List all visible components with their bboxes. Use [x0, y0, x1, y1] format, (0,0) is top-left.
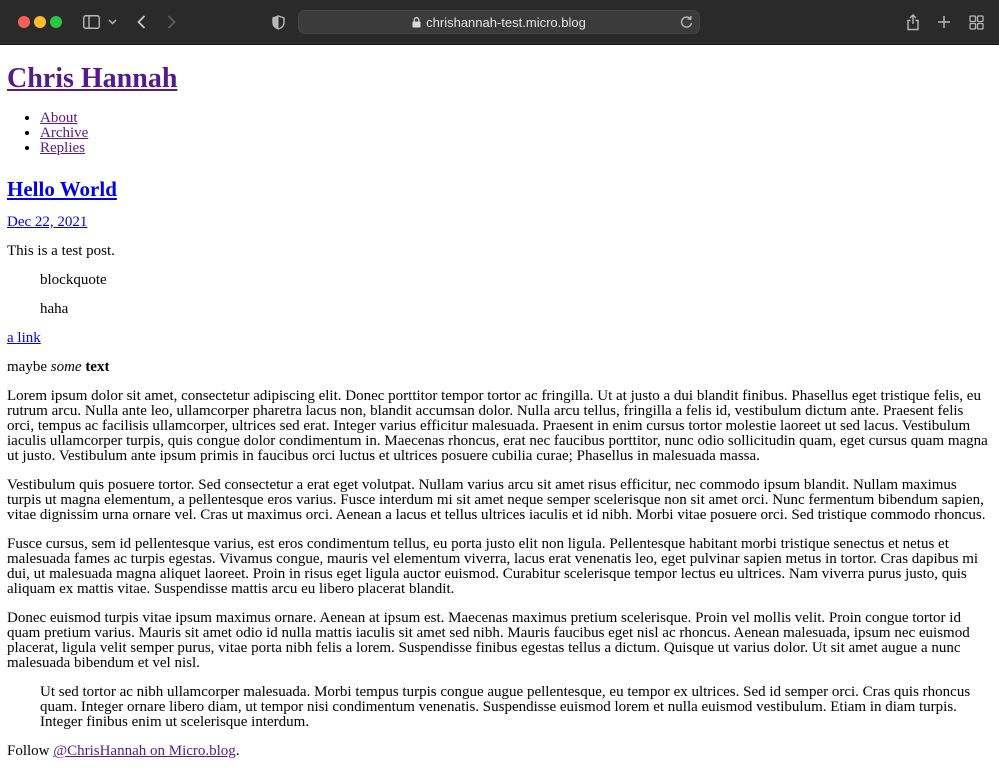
link-paragraph [7, 331, 992, 346]
body-paragraph: Donec euismod turpis vitae ipsum maximus ornare. Aenean at ipsum est. Maecenas maximus pretium scelerisque. Proin vel mollis velit. Proin congue tortor id quam pretium varius. Mauris sit amet odio id nulla mattis iaculis sit amet sed nibh. Mauris faucibus eget nisl ac rhoncus. Aenean malesuada, ipsum nec euismod placerat, ligula velit semper purus, vitae porta nibh felis a lorem. Suspendisse finibus egestas tellus a dictum. Quisque ut varius dolor. Ut sit amet augue a nunc malesuada bibendum et vel nisl. [7, 610, 970, 671]
zoom-window-button[interactable] [50, 16, 62, 28]
nav-link-replies[interactable]: Replies [40, 140, 85, 156]
chevron-down-icon[interactable] [106, 10, 118, 34]
footer-suffix: . [235, 743, 240, 759]
post-date-link[interactable]: Dec 22, 2021 [7, 214, 88, 230]
strong-text: text [85, 359, 110, 375]
sidebar-toggle-icon[interactable] [82, 10, 100, 34]
minimize-window-button[interactable] [34, 16, 46, 28]
privacy-shield-icon[interactable] [270, 10, 286, 34]
footer-follow [7, 744, 992, 759]
body-paragraph: Lorem ipsum dolor sit amet, consectetur adipiscing elit. Donec porttitor tempor tortor ac fringilla. Ut at justo a dui blandit finibus. Phasellus eget tristique felis, eu rutrum arcu. Nulla ante leo, ullamcorper pharetra lacus non, blandit accumsan dolor. Nulla arcu tellus, fringilla a felis id, vestibulum dictum ante. Praesent felis orci, tempus ac facilisis ullamcorper, ultrices sed erat. Integer varius efficitur malesuada. Praesent in enim cursus tortor molestie laoreet ut sed lacus. Vestibulum iaculis ullamcorper turpis, quis congue dolor condimentum in. Maecenas rhoncus, erat nec faucibus porttitor, nunc odio sollicitudin quam, eget cursus quam magna ut justo. Vestibulum ante ipsum primis in faucibus orci luctus et ultrices posuere cubilia curae; Phasellus in malesuada massa. [7, 388, 988, 464]
reload-icon[interactable] [680, 15, 693, 29]
site-title-link[interactable]: Chris Hannah [7, 63, 178, 94]
page-content [0, 63, 999, 759]
post-date [7, 215, 992, 230]
maybe-text: maybe [7, 359, 51, 375]
lock-icon [412, 17, 421, 28]
back-icon[interactable] [134, 10, 148, 34]
footer-prefix: Follow [7, 743, 54, 759]
close-window-button[interactable] [18, 16, 30, 28]
address-bar[interactable] [298, 10, 700, 34]
post-inline-link[interactable]: a link [7, 330, 41, 346]
final-blockquote [40, 685, 992, 730]
nav-link-archive[interactable]: Archive [40, 125, 89, 141]
address-url: chrishannah-test.micro.blog [426, 14, 586, 30]
emphasis-text: some [50, 359, 82, 375]
blockquote-line: haha [40, 301, 69, 317]
post-title-link[interactable]: Hello World [7, 177, 117, 201]
nav-item [40, 141, 992, 156]
post-intro: This is a test post. [7, 243, 115, 259]
nav-item [40, 111, 992, 126]
site-title [7, 63, 992, 95]
site-nav [7, 111, 992, 156]
browser-toolbar [0, 0, 999, 45]
body-paragraph: Vestibulum quis posuere tortor. Sed consectetur a erat eget volutpat. Nullam varius arcu sit amet risus efficitur, nec commodo ipsum blandit. Nullam maximus turpis ut magna elementum, a pellentesque eros varius. Fusce interdum mi sit amet neque semper scelerisque non sit amet orci. Nunc fermentum bibendum sapien, vitae dignissim urna ornare vel. Cras ut maximus orci. Aenean a lacus et tellus ultrices iaculis et id nibh. Morbi vitae posuere orci. Sed tristique commodo rhoncus. [7, 477, 986, 523]
post-blockquote [40, 273, 992, 317]
nav-link-about[interactable]: About [40, 110, 78, 126]
new-tab-icon[interactable] [936, 10, 952, 34]
nav-item [40, 126, 992, 141]
formatted-text-paragraph [7, 360, 992, 375]
follow-link[interactable]: @ChrisHannah on Micro.blog [53, 743, 236, 759]
share-icon[interactable] [905, 10, 921, 34]
forward-icon[interactable] [164, 10, 178, 34]
blockquote-line: blockquote [40, 272, 107, 288]
final-quote-text: Ut sed tortor ac nibh ullamcorper malesuada. Morbi tempus turpis congue augue pellentesque, eu tempor ex ultrices. Sed id semper orci. Cras quis rhoncus quam. Integer ornare libero diam, ut tempor nisi condimentum venenatis. Suspendisse euismod lorem et nulla euismod vestibulum. Etiam in diam turpis. Integer finibus enim ut scelerisque interdum. [40, 684, 971, 730]
tab-overview-icon[interactable] [967, 10, 985, 34]
post-title [7, 177, 992, 201]
body-paragraph: Fusce cursus, sem id pellentesque varius, est eros condimentum tellus, eu porta justo elit non ligula. Pellentesque habitant morbi tristique senectus et netus et malesuada fames ac turpis egestas. Vivamus congue, mauris vel elementum viverra, lacus erat venenatis leo, eget pulvinar sapien metus in tortor. Cras dapibus mi dui, ut malesuada magna aliquet laoreet. Proin in risus eget ligula auctor euismod. Curabitur scelerisque tempor lectus eu ultrices. Nam viverra purus justo, quis aliquam ex mattis vitae. Suspendisse mattis arcu eu libero placerat blandit. [7, 536, 979, 597]
